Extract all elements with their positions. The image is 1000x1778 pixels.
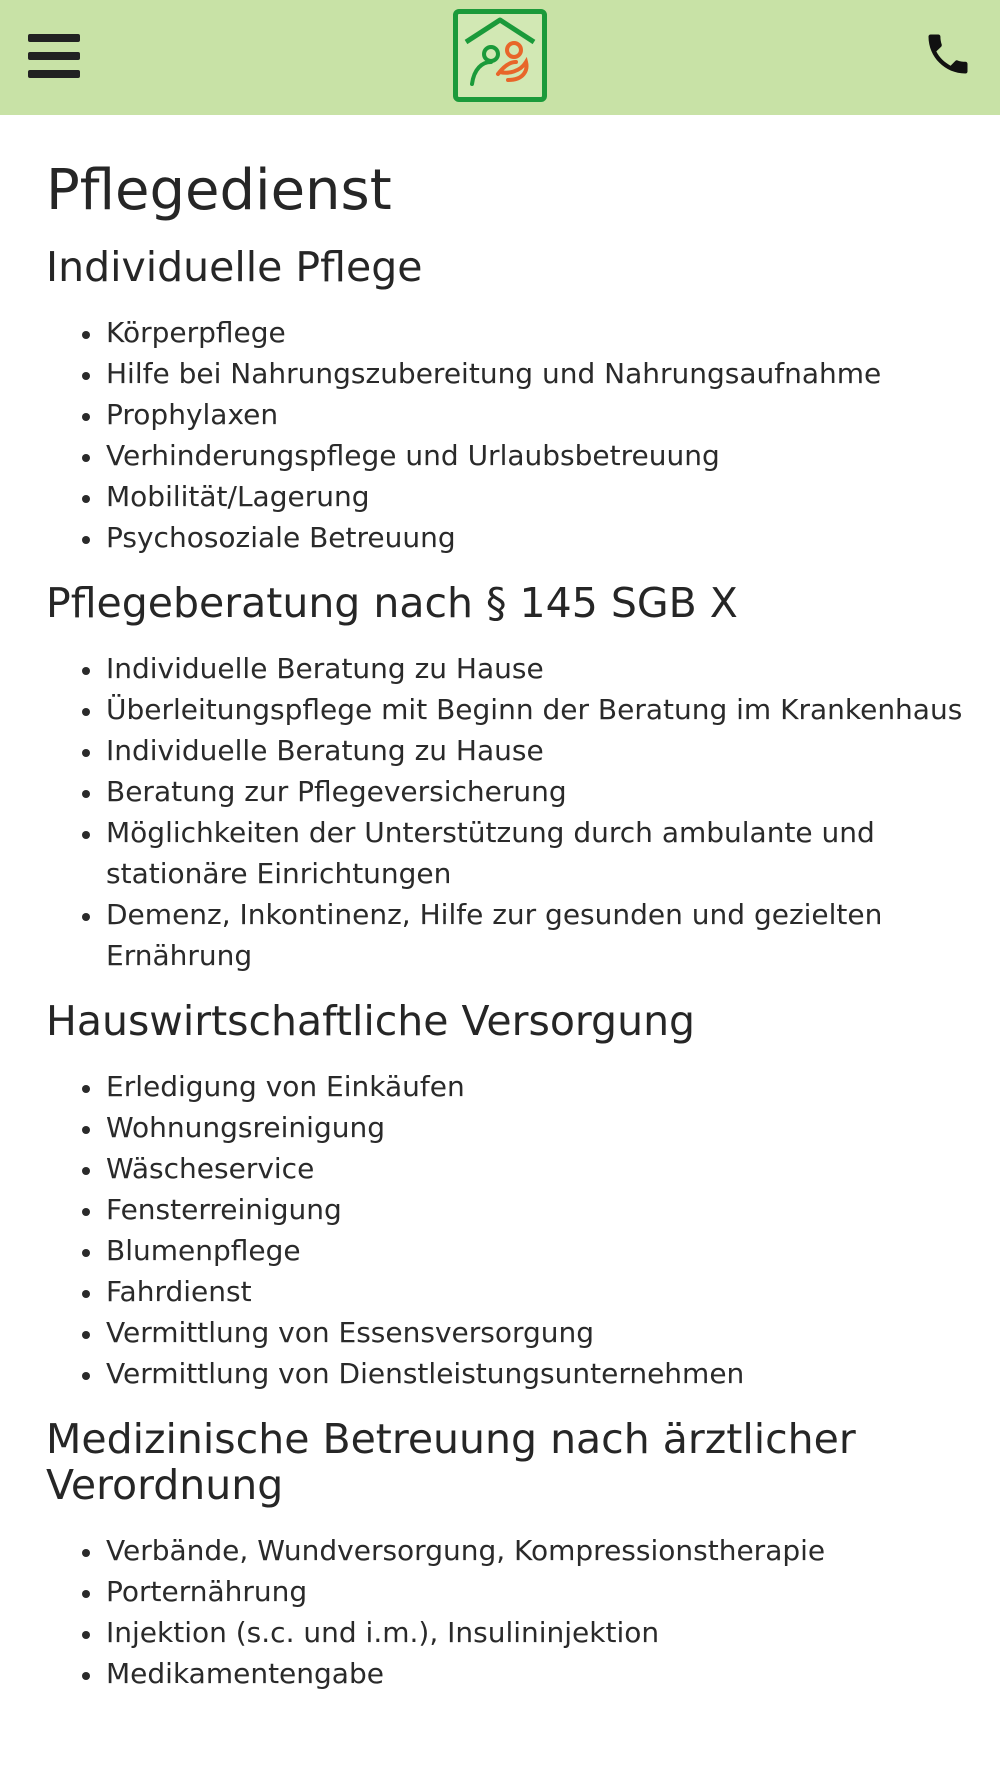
service-list — [46, 648, 966, 976]
page-title: Pflegedienst — [46, 158, 392, 223]
section-pflegeberatung — [46, 580, 966, 976]
service-list — [46, 1066, 966, 1394]
list-item: • Fahrdienst — [104, 1271, 966, 1312]
phone-icon[interactable] — [922, 28, 974, 80]
list-item: • Vermittlung von Dienstleistungsunternehmen — [104, 1353, 966, 1394]
list-item: • Prophylaxen — [104, 394, 966, 435]
section-heading: Pflegeberatung nach § 145 SGB X — [46, 579, 738, 627]
section-heading: Medizinische Betreuung nach ärztlicher Verordnung — [46, 1415, 856, 1509]
list-item: • Beratung zur Pflegeversicherung — [104, 771, 966, 812]
list-item: • Mobilität/Lagerung — [104, 476, 966, 517]
list-item: • Injektion (s.c. und i.m.), Insulininjektion — [104, 1612, 966, 1653]
list-item: • Medikamentengabe — [104, 1653, 966, 1694]
section-individuelle-pflege — [46, 244, 966, 558]
list-item: • Vermittlung von Essensversorgung — [104, 1312, 966, 1353]
list-item: • Überleitungspflege mit Beginn der Beratung im Krankenhaus — [104, 689, 966, 730]
list-item: • Erledigung von Einkäufen — [104, 1066, 966, 1107]
list-item: • Blumenpflege — [104, 1230, 966, 1271]
list-item: • Psychosoziale Betreuung — [104, 517, 966, 558]
list-item: • Möglichkeiten der Unterstützung durch ambulante und stationäre Einrichtungen — [104, 812, 966, 894]
section-hauswirtschaftliche-versorgung — [46, 998, 966, 1394]
section-heading: Hauswirtschaftliche Versorgung — [46, 997, 696, 1045]
list-item: • Hilfe bei Nahrungszubereitung und Nahrungsaufnahme — [104, 353, 966, 394]
list-item: • Porternährung — [104, 1571, 966, 1612]
list-item: • Individuelle Beratung zu Hause — [104, 648, 966, 689]
main-content — [46, 150, 966, 1694]
service-list — [46, 1530, 966, 1694]
section-medizinische-betreuung — [46, 1416, 966, 1694]
list-item: • Körperpflege — [104, 312, 966, 353]
section-heading: Individuelle Pflege — [46, 243, 423, 291]
list-item: • Wäscheservice — [104, 1148, 966, 1189]
hamburger-menu-icon[interactable] — [28, 32, 80, 80]
list-item: • Individuelle Beratung zu Hause — [104, 730, 966, 771]
list-item: • Fensterreinigung — [104, 1189, 966, 1230]
list-item: • Verhinderungspflege und Urlaubsbetreuung — [104, 435, 966, 476]
service-list — [46, 312, 966, 558]
list-item: • Wohnungsreinigung — [104, 1107, 966, 1148]
list-item: • Verbände, Wundversorgung, Kompressionstherapie — [104, 1530, 966, 1571]
house-people-logo-icon[interactable] — [453, 9, 547, 102]
top-bar — [0, 0, 1000, 115]
list-item: • Demenz, Inkontinenz, Hilfe zur gesunden und gezielten Ernährung — [104, 894, 966, 976]
